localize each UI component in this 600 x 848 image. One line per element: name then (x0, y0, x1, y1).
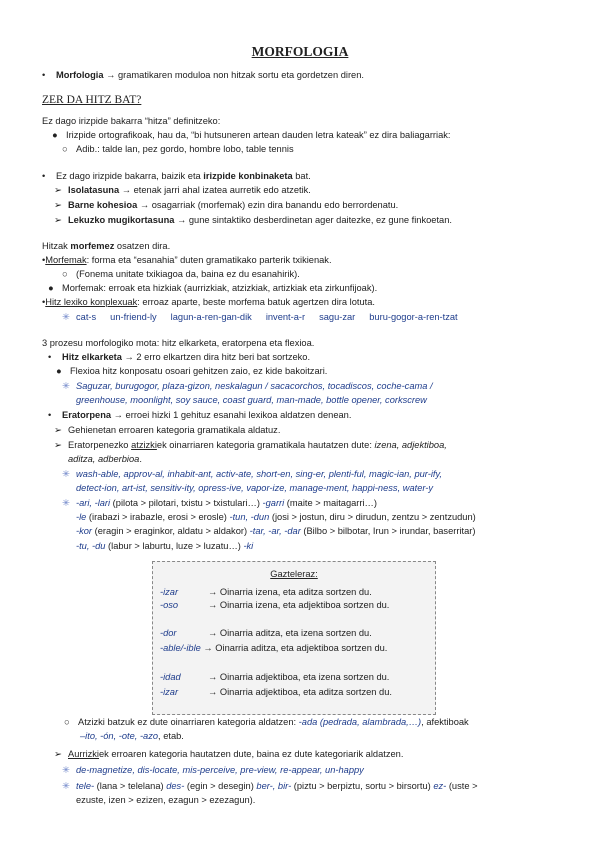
list-item: •Hitz lexiko konplexuak: erroaz aparte, beste morfema batuk agertzen dira lotuta. (42, 297, 375, 307)
examples-line: ezuste, izen > ezizen, ezagun > ezezagun). (76, 795, 256, 805)
box-row: -idad → Oinarria adjektiboa, eta izena sortzen du. (160, 672, 390, 682)
examples-line: ✳ cat-s un-friend-ly lagun-a-ren-gan-dik invent-a-r sagu-zar buru-gogor-a-ren-tzat (62, 312, 458, 322)
paragraph: 3 prozesu morfologiko mota: hitz elkarketa, eratorpena eta flexioa. (42, 338, 315, 348)
list-item: aditza, adberbioa. (68, 454, 142, 464)
examples-line: detect-ion, art-ist, sensitiv-ity, opress-ive, vapor-ize, manage-ment, happi-ness, water-y (76, 483, 434, 493)
examples-line: ✳ tele- (lana > telelana) des- (egin > desegin) ber-, bir- (piztu > berpiztu, sortu > birsortu) ez- (uste > (62, 781, 478, 791)
suffix-line: -tu, -du (labur > laburtu, luze > luzatu…) -ki (76, 541, 254, 551)
list-item: ➢ Gehienetan erroaren kategoria gramatikala aldatuz. (54, 425, 281, 435)
suffix-line: -kor (eragin > eraginkor, aldatu > aldakor) -tar, -ar, -dar (Bilbo > bilbotar, Irun > irundar, baserritar) (76, 526, 476, 536)
examples-line: ✳ Saguzar, burugogor, plaza-gizon, neskalagun / sacacorchos, tocadiscos, coche-cama / (62, 381, 433, 391)
list-item: ○ Adib.: talde lan, pez gordo, hombre lobo, table tennis (62, 144, 294, 154)
list-item: •Morfemak: forma eta “esanahia” duten gramatikako parterik txikienak. (42, 255, 332, 265)
box-row: -dor → Oinarria aditza, eta izena sortzen du. (160, 628, 372, 638)
list-item: ➢ Barne kohesioa → osagarriak (morfemak) ezin dira banandu edo berrordenatu. (54, 200, 399, 210)
page-title: MORFOLOGIA (251, 44, 349, 59)
box-row: -izar → Oinarria adjektiboa, eta aditza sortzen du. (160, 687, 392, 697)
examples-line: ✳ wash-able, approv-al, inhabit-ant, activ-ate, short-en, sing-er, plenti-ful, magic-ian, pur-ify, (62, 469, 443, 479)
list-item: ➢ Isolatasuna → etenak jarri ahal izatea aurretik edo atzetik. (54, 185, 311, 195)
examples-line: greenhouse, moonlight, soy sauce, coast guard, man-made, bottle opener, corkscrew (76, 395, 427, 405)
box-row: -able/-ible → Oinarria aditza, eta adjektiboa sortzen du. (160, 643, 388, 653)
list-item: –ito, -ón, -ote, -azo, etab. (80, 731, 184, 741)
spanish-suffix-box (152, 561, 436, 715)
list-item: • Hitz elkarketa → 2 erro elkartzen dira hitz beri bat sortzeko. (48, 352, 311, 362)
list-item: ○ (Fonema unitate txikiagoa da, baina ez du esanahirik). (62, 269, 300, 279)
suffix-line: ✳ -ari, -lari (pilota > pilotari, txistu > txistulari…) -garri (maite > maitagarri…) (62, 498, 377, 508)
list-item: ➢ Aurrizkiek erroaren kategoria hautatzen dute, baina ez dute kategoriarik aldatzen. (54, 749, 404, 759)
paragraph: Ez dago irizpide bakarra “hitza” definitzeko: (42, 116, 221, 126)
box-row: -izar → Oinarria izena, eta aditza sortzen du. (160, 587, 372, 597)
list-item: ➢ Eratorpenezko atzizkiek oinarriaren kategoria gramatikala hautatzen dute: izena, adjektiboa, (54, 440, 447, 450)
list-item: ● Morfemak: erroak eta hizkiak (aurrizkiak, atzizkiak, artizkiak eta zirkunfijoak). (48, 283, 378, 293)
section-heading: ZER DA HITZ BAT? (42, 94, 142, 106)
list-item: ➢ Lekuzko mugikortasuna → gune sintaktiko desberdinetan ager daitezke, ez gune finkoetan. (54, 215, 452, 225)
list-item: ○ Atzizki batzuk ez dute oinarriaren kategoria aldatzen: -ada (pedrada, alambrada,…), afektiboak (64, 717, 469, 727)
box-row: -oso → Oinarria izena, eta adjektiboa sortzen du. (160, 600, 390, 610)
list-item: • Eratorpena → erroei hizki 1 gehituz esanahi lexikoa aldatzen denean. (48, 410, 352, 420)
box-title: Gazteleraz: (270, 569, 318, 579)
list-item: ● Flexioa hitz konposatu osoari gehitzen zaio, ez kide bakoitzari. (56, 366, 328, 376)
suffix-line: -le (irabazi > irabazle, erosi > erosle) -tun, -dun (josi > jostun, diru > dirudun, zentzu > zentzudun) (76, 512, 476, 522)
paragraph: Hitzak morfemez osatzen dira. (42, 241, 171, 251)
examples-line: ✳ de-magnetize, dis-locate, mis-perceive, pre-view, re-appear, un-happy (62, 765, 364, 775)
intro-line: • Morfologia → gramatikaren moduloa non hitzak sortu eta gordetzen diren. (42, 70, 364, 80)
paragraph: • Ez dago irizpide bakarra, baizik eta irizpide konbinaketa bat. (42, 171, 311, 181)
list-item: ● Irizpide ortografikoak, hau da, “bi hutsuneren artean dauden letra kateak” ez dira baliagarriak: (52, 130, 451, 140)
